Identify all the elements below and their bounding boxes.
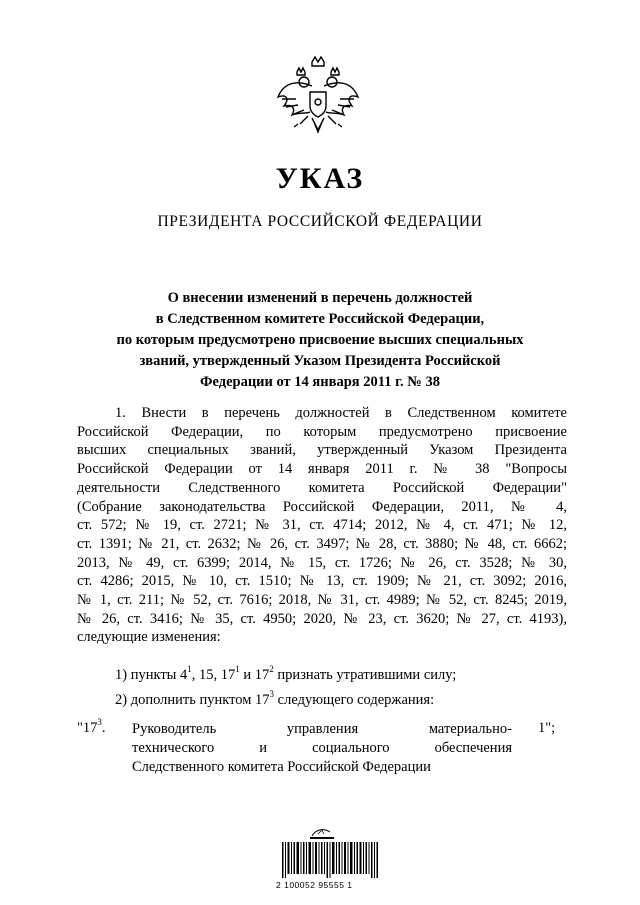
item1-sup2: 1 xyxy=(235,664,240,675)
item2-suffix: следующего содержания: xyxy=(274,692,435,708)
barcode xyxy=(282,842,378,878)
document-title: УКАЗ xyxy=(275,162,365,195)
body-line: № 1, ст. 211; № 52, ст. 7616; 2018, № 31, ст. 4989; № 52, ст. 8245; 2019, xyxy=(77,592,567,609)
body-line: высших специальных званий, утвержденный Указом Президента xyxy=(77,442,567,459)
coat-of-arms-emblem xyxy=(272,52,364,144)
decree-body xyxy=(77,404,567,647)
heading-line: в Следственном комитете Российской Федерации, xyxy=(155,311,485,327)
item1-prefix: 1) пункты 4 xyxy=(115,667,188,683)
new-entry-number-prefix: "17 xyxy=(77,720,98,736)
body-line: Российской Федерации от 14 января 2011 г. № 38 "Вопросы xyxy=(77,461,567,478)
amendment-item-2 xyxy=(115,689,435,709)
decree-heading xyxy=(90,288,550,393)
body-line: ст. 4286; 2015, № 10, ст. 1510; № 13, ст. 1909; № 21, ст. 3092; 2016, xyxy=(77,573,567,590)
new-entry-position xyxy=(132,720,512,777)
body-line: деятельности Следственного комитета Российской Федерации" xyxy=(77,479,567,496)
item1-mid1: , 15, 17 xyxy=(191,667,236,683)
barcode-number: 2 100052 95555 1 xyxy=(276,880,353,890)
new-entry-rank: 1"; xyxy=(538,720,556,736)
item2-sup: 3 xyxy=(269,689,275,700)
item2-prefix: 2) дополнить пунктом 17 xyxy=(115,692,270,708)
body-line: ст. 1391; № 21, ст. 2632; № 26, ст. 3497; № 28, ст. 3880; № 48, ст. 6662; xyxy=(77,535,567,552)
heading-line: званий, утвержденный Указом Президента Российской xyxy=(139,353,501,369)
entry-line: технического и социального обеспечения xyxy=(132,740,512,756)
amendment-item-1 xyxy=(115,664,457,684)
body-line: № 26, ст. 3416; № 35, ст. 4950; 2020, № 23, ст. 3620; № 27, ст. 4193), xyxy=(77,610,567,627)
document-subtitle: ПРЕЗИДЕНТА РОССИЙСКОЙ ФЕДЕРАЦИИ xyxy=(157,213,483,230)
body-line: ст. 572; № 19, ст. 2721; № 31, ст. 4714; 2012, № 4, ст. 471; № 12, xyxy=(77,517,567,534)
heading-line: О внесении изменений в перечень должностей xyxy=(167,290,473,306)
item1-suffix: признать утратившими силу; xyxy=(273,667,457,683)
body-line: 2013, № 49, ст. 6399; 2014, № 15, ст. 1726; № 26, ст. 3528; № 30, xyxy=(77,554,567,571)
heading-line: Федерации от 14 января 2011 г. № 38 xyxy=(200,374,440,390)
new-entry-number xyxy=(77,717,106,737)
heading-line: по которым предусмотрено присвоение высших специальных xyxy=(116,332,524,348)
body-line: (Собрание законодательства Российской Федерации, 2011, № 4, xyxy=(77,498,567,515)
item1-mid2: и 17 xyxy=(239,667,270,683)
new-entry-number-sup: 3 xyxy=(97,717,102,728)
new-entry-number-suffix: . xyxy=(101,720,106,736)
printer-logo-icon xyxy=(304,826,340,842)
body-line: Российской Федерации, по которым предусмотрено присвоение xyxy=(77,423,567,440)
entry-line: Руководитель управления материально- xyxy=(132,721,512,737)
body-line: 1. Внести в перечень должностей в Следственном комитете xyxy=(115,405,567,421)
item1-sup3: 2 xyxy=(269,664,274,675)
entry-line: Следственного комитета Российской Федерации xyxy=(132,759,431,775)
body-line: следующие изменения: xyxy=(77,629,221,646)
item1-sup1: 1 xyxy=(187,664,192,675)
